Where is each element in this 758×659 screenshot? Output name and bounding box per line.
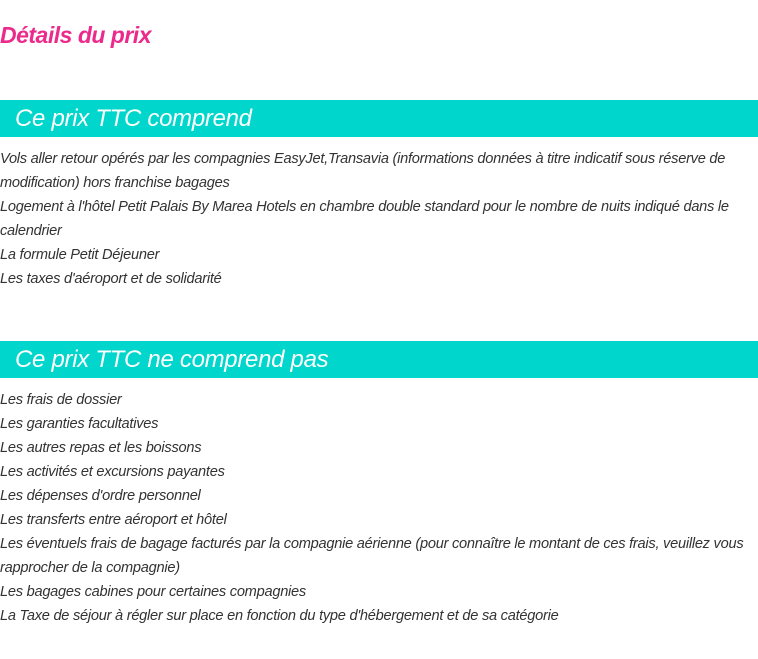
list-item: Les activités et excursions payantes [0,464,225,480]
page-title: Détails du prix [0,22,151,48]
list-item: Les frais de dossier [0,392,122,408]
included-section-heading: Ce prix TTC comprend [0,100,758,137]
excluded-list [0,388,750,628]
list-item: Les éventuels frais de bagage facturés par la compagnie aérienne (pour connaître le montant de ces frais, veuillez vous rapprocher de la compagnie) [0,536,744,576]
list-item: Vols aller retour opérés par les compagnies EasyJet,Transavia (informations données à titre indicatif sous réserve de modification) hors franchise bagages [0,151,726,191]
list-item: Les autres repas et les boissons [0,440,202,456]
list-item: Les taxes d'aéroport et de solidarité [0,271,222,287]
list-item: Les transferts entre aéroport et hôtel [0,512,227,528]
list-item: Logement à l'hôtel Petit Palais By Marea Hotels en chambre double standard pour le nombre de nuits indiqué dans le calendrier [0,199,729,239]
included-list [0,147,750,291]
list-item: Les bagages cabines pour certaines compagnies [0,584,306,600]
excluded-section-heading: Ce prix TTC ne comprend pas [0,341,758,378]
list-item: Les garanties facultatives [0,416,159,432]
list-item: Les dépenses d'ordre personnel [0,488,201,504]
list-item: La formule Petit Déjeuner [0,247,160,263]
list-item: La Taxe de séjour à régler sur place en fonction du type d'hébergement et de sa catégorie [0,608,559,624]
